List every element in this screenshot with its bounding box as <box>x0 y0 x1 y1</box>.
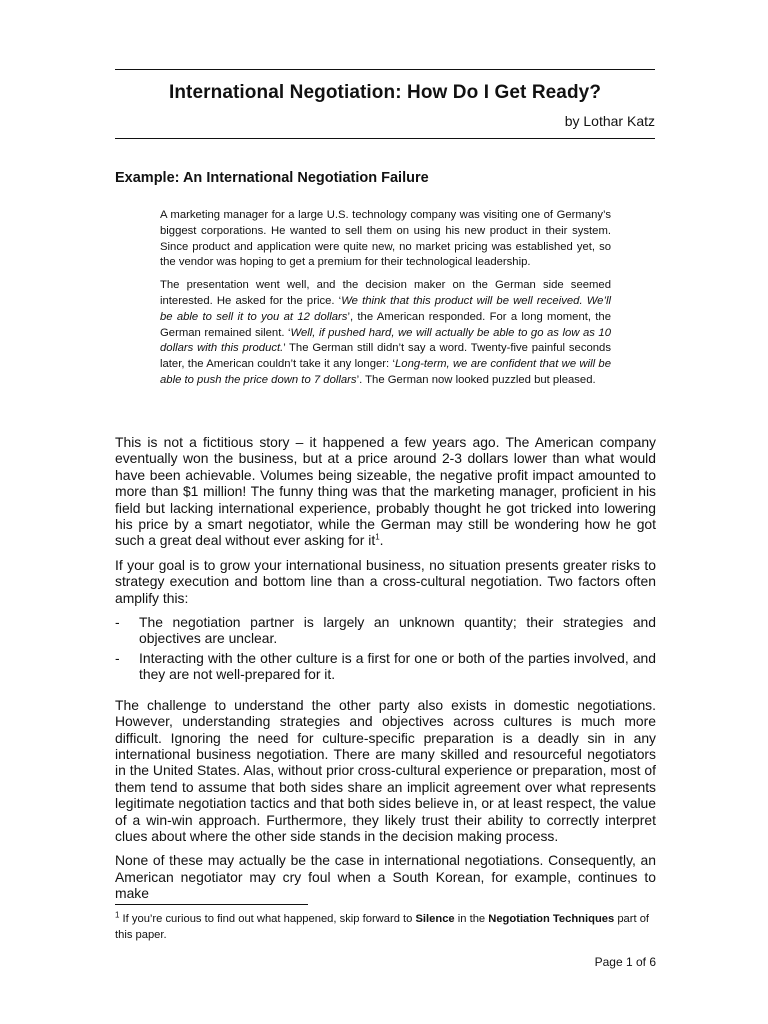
list-item-text: The negotiation partner is largely an unknown quantity; their strategies and objectives are unclear. <box>139 614 656 647</box>
example-block <box>160 208 611 396</box>
bullet-list <box>115 614 656 683</box>
document-title: International Negotiation: How Do I Get Ready? <box>168 82 602 103</box>
example-text: ’. The German now looked puzzled but pleased. <box>356 373 596 386</box>
list-item <box>115 650 656 683</box>
body-text-span: . <box>379 532 384 549</box>
header-top-rule <box>115 69 655 70</box>
bullet-marker: - <box>115 649 120 666</box>
example-text: ’, the American responded. For a long moment, the German remained silent. ‘ <box>160 310 611 339</box>
example-paragraph: A marketing manager for a large U.S. technology company was visiting one of Germany’s biggest corporations. He wanted to sell them on using his new product in their system. Since product and application were quite new, no market pricing was established yet, so the vendor was hoping to get a premium for their technological leadership. <box>160 209 611 269</box>
header-bottom-rule <box>115 138 655 139</box>
footnote-text: part of this paper. <box>115 913 650 941</box>
example-quote: Long-term, we are confident that we will be able to push the price down to 7 dollars <box>160 358 611 386</box>
body-paragraph <box>115 434 656 549</box>
footnote-marker: 1 <box>115 910 120 920</box>
list-item <box>115 614 656 647</box>
example-quote: Well, if pushed hard, we will actually be able to go as low as 10 dollars with this product. <box>160 326 611 355</box>
page-number: Page 1 of 6 <box>594 955 656 969</box>
example-text: ’ The German still didn’t say a word. Twenty-five painful seconds later, the American couldn’t take it any longer: ‘ <box>160 342 611 371</box>
footnote-bold: Negotiation Techniques <box>488 913 615 925</box>
footnote-text: If you’re curious to find out what happened, skip forward to <box>119 913 416 925</box>
author-byline: by Lothar Katz <box>564 113 655 129</box>
footnote <box>115 911 656 943</box>
section-heading: Example: An International Negotiation Failure <box>115 170 429 186</box>
footnote-text: in the <box>454 913 489 925</box>
list-item-text: Interacting with the other culture is a first for one or both of the parties involved, and they are not well-prepared for it. <box>139 649 656 683</box>
footnote-separator <box>115 904 308 905</box>
footnote-reference: 1 <box>375 532 380 542</box>
body-text-span: This is not a fictitious story – it happened a few years ago. The American company eventually won the business, but at a price around 2-3 dollars lower than what would have been achievable. Volumes being sizeable, the negative profit impact amounted to more than $1 million! The funny thing was that the marketing manager, proficient in his field but lacking international experience, probably thought he got tricked into lowering his price by a smart negotiator, while the German may still be wondering how he got such a great deal without ever asking for it <box>115 434 656 549</box>
body-paragraph: If your goal is to grow your international business, no situation presents greater risks to strategy execution and bottom line than a cross-cultural negotiation. Two factors often amplify this: <box>115 556 656 606</box>
body-paragraph: None of these may actually be the case in international negotiations. Consequently, an American negotiator may cry foul when a South Korean, for example, continues to make <box>115 852 656 902</box>
example-quote: We think that this product will be well received. We’ll be able to sell it to you at 12 dollars <box>160 294 611 323</box>
bullet-marker: - <box>115 614 120 631</box>
footnote-bold: Silence <box>415 913 455 925</box>
example-paragraph <box>160 278 611 389</box>
body-text <box>115 434 656 910</box>
body-paragraph: The challenge to understand the other party also exists in domestic negotiations. However, understanding strategies and objectives across cultures is much more difficult. Ignoring the need for culture-specific preparation is a deadly sin in any international business negotiation. There are many skilled and resourceful negotiators in the United States. Alas, without prior cross-cultural experience or preparation, most of them tend to assume that both sides share an implicit agreement over what represents legitimate negotiation tactics and that both sides believe in, or at least respect, the value of a win-win approach. Furthermore, they likely trust their ability to correctly interpret clues about where the other side stands in the decision making process. <box>115 696 656 844</box>
example-text: The presentation went well, and the decision maker on the German side seemed interested. He asked for the price. ‘ <box>160 279 611 307</box>
